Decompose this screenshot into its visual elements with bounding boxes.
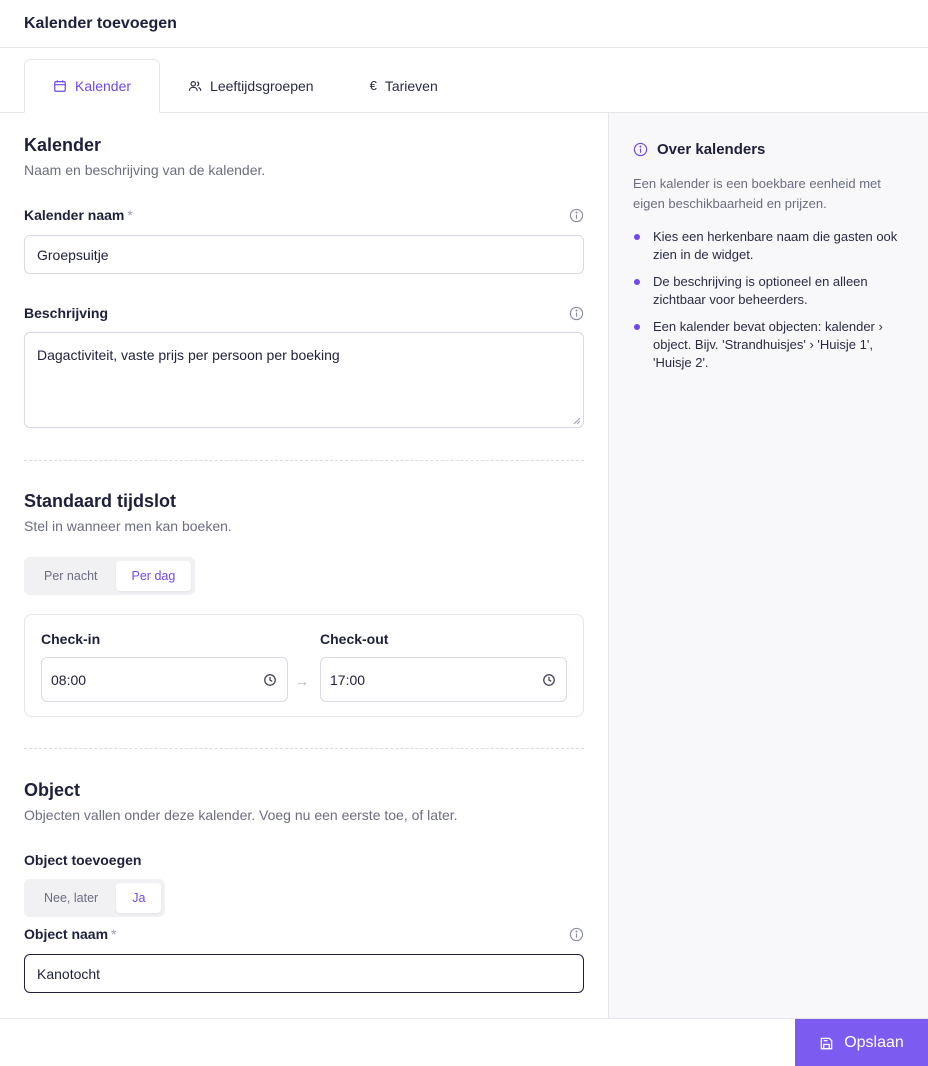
description-label-row: [24, 305, 584, 321]
object-name-input[interactable]: Kanotocht: [24, 954, 584, 993]
list-item: Kies een herkenbare naam die gasten ook zien in de widget.: [633, 228, 904, 264]
object-name-label-row: [24, 926, 584, 942]
aside-title-row: [633, 141, 904, 158]
checkout-time-input[interactable]: [320, 657, 567, 702]
tab-label: Tarieven: [384, 77, 438, 94]
aside-description: Een kalender is een boekbare eenheid met eigen beschikbaarheid en prijzen.: [633, 176, 881, 211]
object-name-label: Object naam *: [24, 926, 117, 942]
calendar-name-label: Kalender naam *: [24, 207, 133, 223]
option-per-dag[interactable]: Per dag: [116, 561, 192, 591]
section-title: Object: [24, 780, 81, 800]
checkout-value: 17:00: [330, 671, 366, 688]
dialog-content: [0, 113, 928, 1018]
info-icon: [633, 142, 648, 157]
calendar-name-input[interactable]: Groepsuitje: [24, 235, 584, 274]
clock-icon[interactable]: [542, 673, 556, 687]
checkin-label: Check-in: [41, 631, 101, 647]
users-icon: [188, 79, 202, 93]
calendar-name-label-row: [24, 207, 584, 223]
add-object-label: Object toevoegen: [24, 852, 142, 868]
tab-kalender[interactable]: [24, 59, 160, 113]
description-textarea[interactable]: [24, 332, 584, 428]
tab-label: Leeftijdsgroepen: [210, 77, 314, 94]
checkin-value: 08:00: [51, 671, 87, 688]
option-nee-later[interactable]: Nee, later: [44, 891, 99, 905]
checkin-group: [41, 631, 288, 702]
section-title: Standaard tijdslot: [24, 491, 177, 511]
save-icon: [819, 1036, 834, 1051]
list-item: De beschrijving is optioneel en alleen zichtbaar voor beheerders.: [633, 273, 904, 309]
tab-tarieven[interactable]: [342, 59, 466, 112]
info-icon[interactable]: [569, 208, 584, 223]
euro-icon: €: [369, 78, 377, 93]
section-divider: [24, 460, 584, 461]
tab-label: Kalender: [75, 78, 132, 94]
info-sidebar: [608, 113, 928, 1018]
section-subtitle: Naam en beschrijving van de kalender.: [24, 162, 266, 178]
save-button[interactable]: [795, 1019, 928, 1066]
aside-bullet-list: [633, 228, 904, 372]
timeslot-toggle: [24, 557, 195, 595]
section-title: Kalender: [24, 135, 102, 155]
info-icon[interactable]: [569, 306, 584, 321]
add-object-toggle: [24, 879, 165, 917]
checkin-time-input[interactable]: [41, 657, 288, 702]
dialog-footer: [0, 1018, 928, 1066]
required-mark: *: [111, 926, 117, 942]
tab-bar: [0, 48, 928, 113]
clock-icon[interactable]: [263, 673, 277, 687]
resize-handle-icon[interactable]: [573, 417, 581, 425]
section-subtitle: Objecten vallen onder deze kalender. Voeg nu een eerste toe, of later.: [24, 807, 458, 823]
dialog-header: [0, 0, 928, 48]
section-divider: [24, 748, 584, 749]
time-range-box: [24, 614, 584, 717]
form-area: [0, 113, 608, 1018]
object-section-header: [24, 780, 458, 823]
aside-title: Over kalenders: [657, 141, 766, 158]
timeslot-section-header: [24, 491, 232, 534]
info-icon[interactable]: [569, 927, 584, 942]
tab-leeftijdsgroepen[interactable]: [160, 59, 342, 112]
list-item: Een kalender bevat objecten: kalender › object. Bijv. 'Strandhuisjes' › 'Huisje 1', 'Huisje 2'.: [633, 318, 904, 372]
option-per-nacht[interactable]: Per nacht: [44, 569, 98, 583]
description-text: Dagactiviteit, vaste prijs per persoon per boeking: [37, 347, 340, 363]
section-subtitle: Stel in wanneer men kan boeken.: [24, 518, 232, 534]
save-label: Opslaan: [844, 1034, 904, 1051]
option-ja[interactable]: Ja: [116, 883, 161, 913]
calendar-section-header: [24, 135, 265, 178]
description-label: Beschrijving: [24, 305, 109, 321]
calendar-icon: [53, 79, 67, 93]
dialog-title: Kalender toevoegen: [24, 14, 177, 32]
required-mark: *: [127, 207, 133, 223]
checkout-group: [320, 631, 567, 702]
arrow-right-icon: →: [295, 673, 309, 689]
checkout-label: Check-out: [320, 631, 389, 647]
